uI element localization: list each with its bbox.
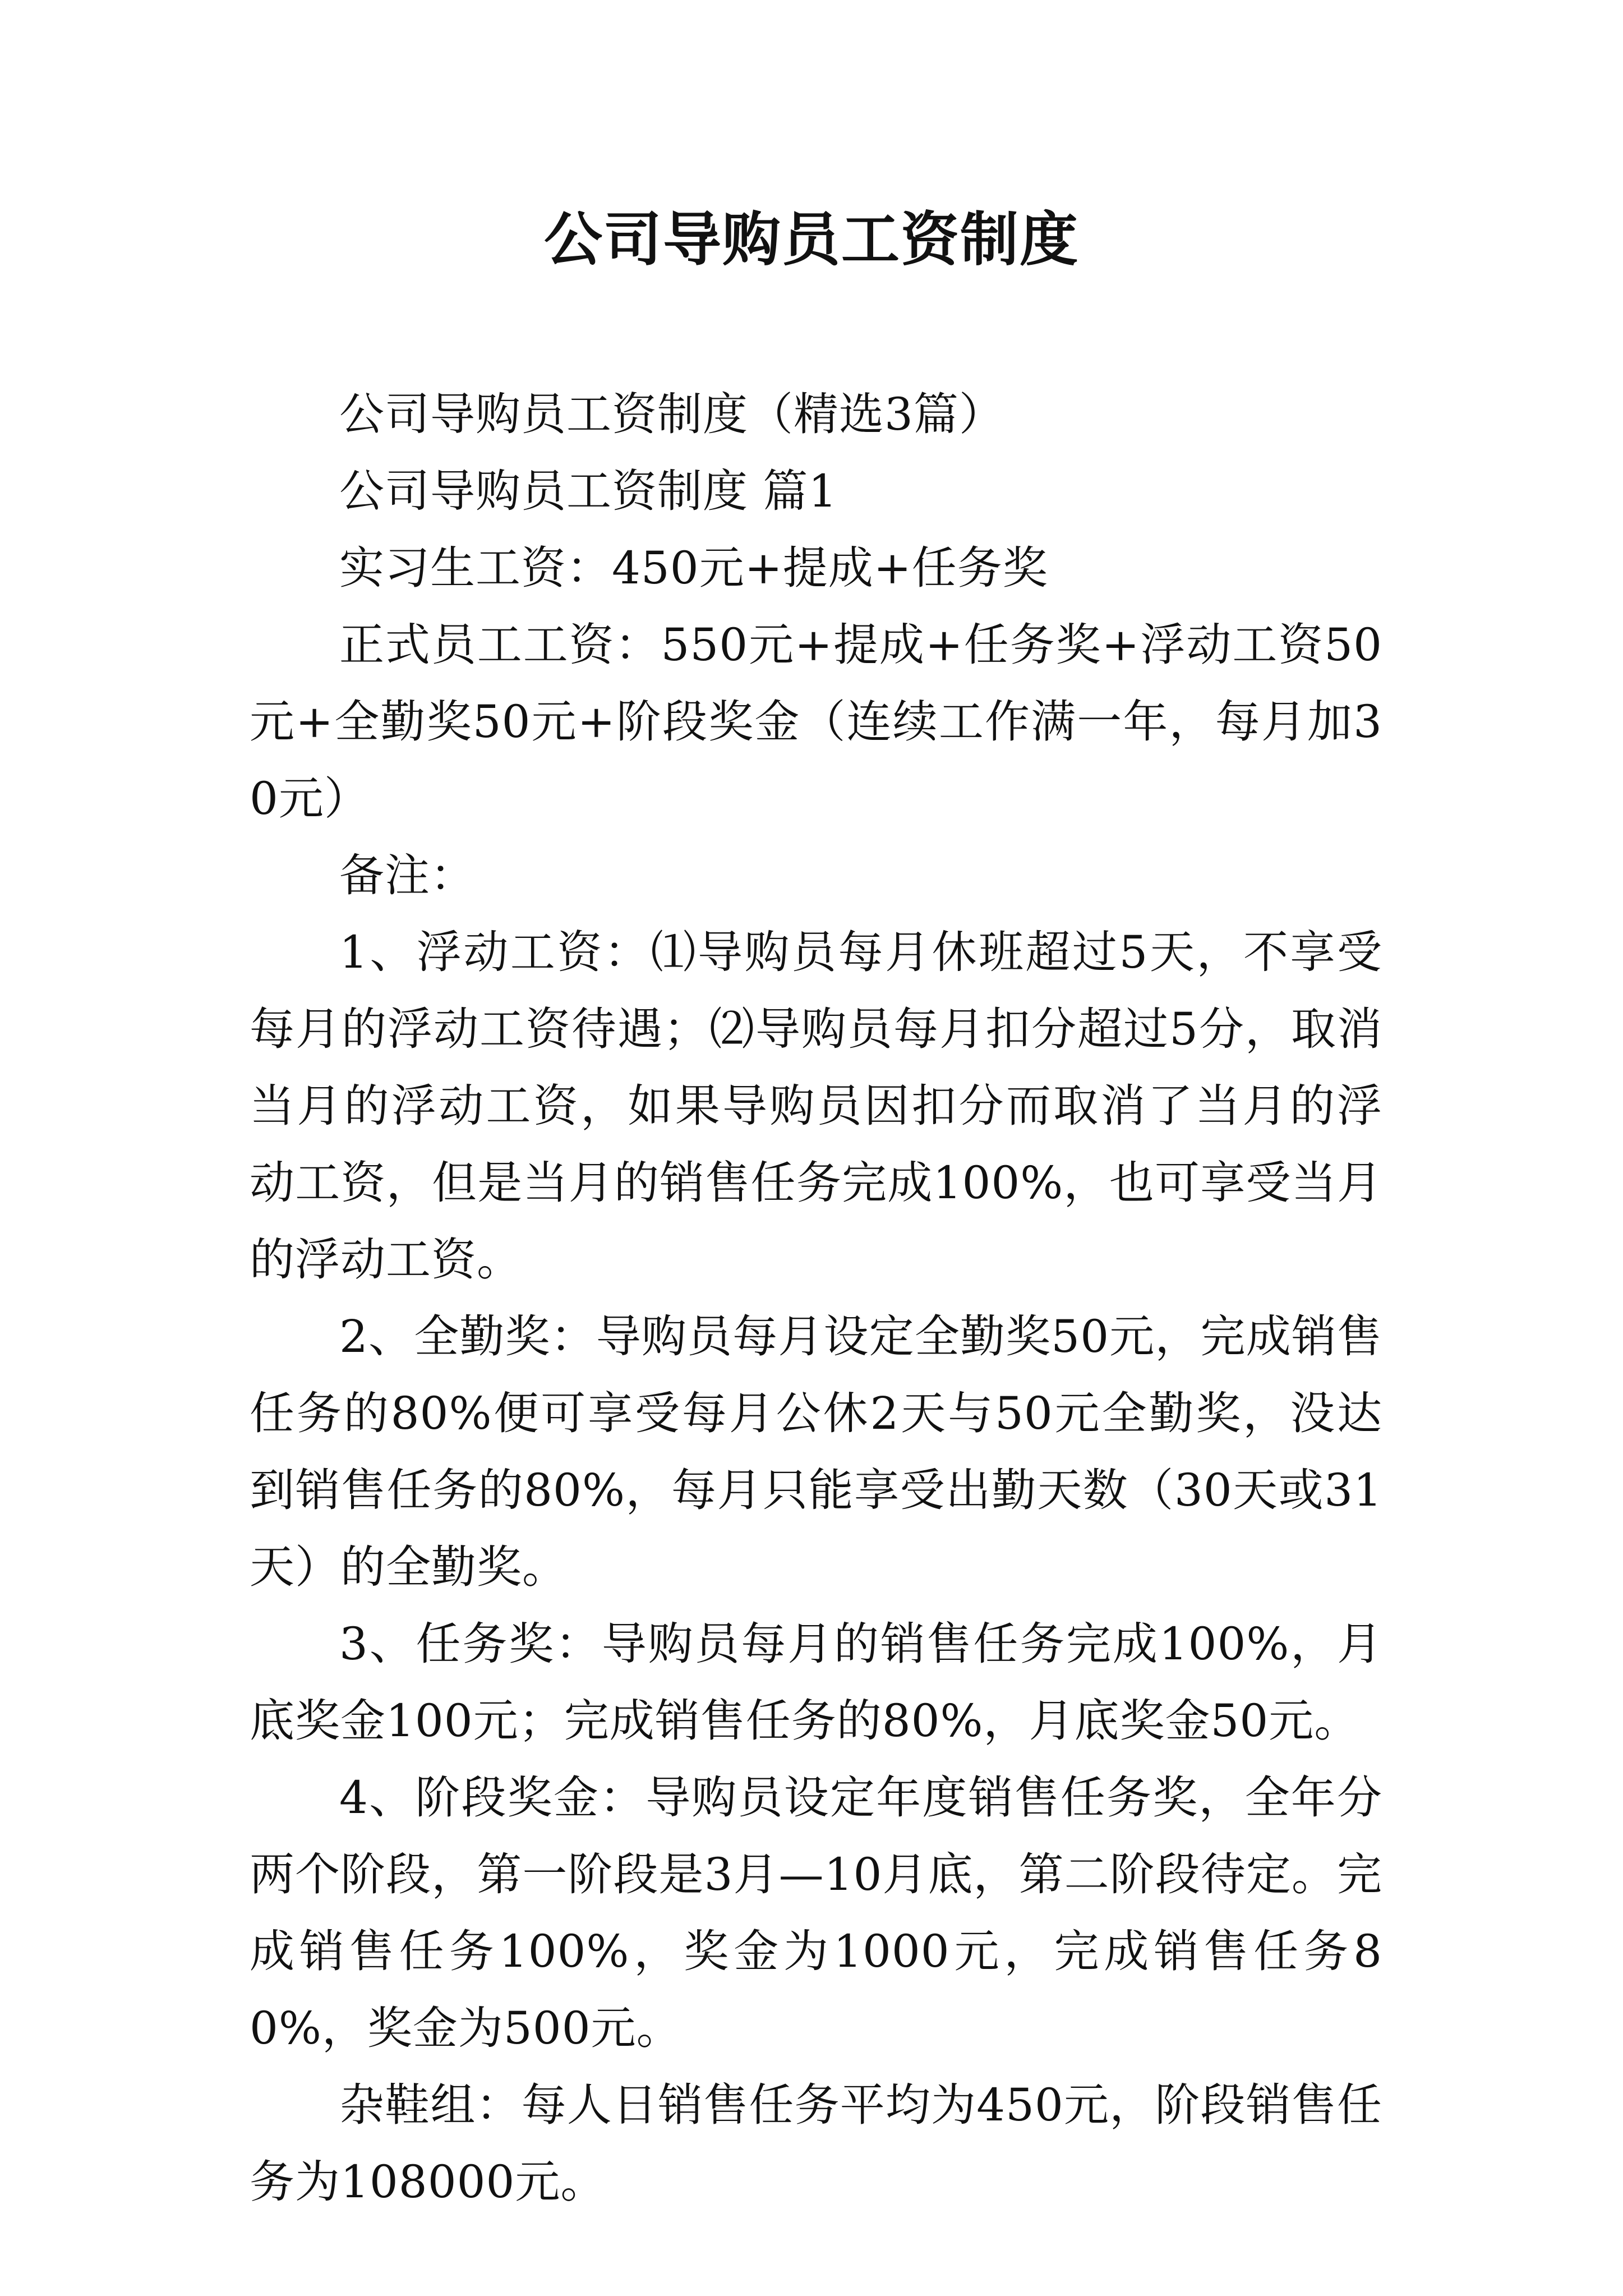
paragraph-subtitle: 公司导购员工资制度（精选3篇） [339,388,1004,440]
document-body [250,376,1382,2220]
paragraph-section-heading: 公司导购员工资制度 篇1 [339,465,838,517]
paragraph-regular-salary: 正式员工工资：550元+提成+任务奖+浮动工资50元+全勤奖50元+阶段奖金（连续工作满一年，每月加30元） [250,619,1382,825]
document-title: 公司导购员工资制度 [543,205,1079,274]
paragraph-floating-wage: 1、浮动工资：⑴导购员每月休班超过5天，不享受每月的浮动工资待遇；⑵导购员每月扣分超过5分，取消当月的浮动工资，如果导购员因扣分而取消了当月的浮动工资，但是当月的销售任务完成100%，也可享受当月的浮动工资。 [250,926,1382,1286]
paragraph-stage-bonus: 4、阶段奖金：导购员设定年度销售任务奖，全年分两个阶段，第一阶段是3月—10月底，第二阶段待定。完成销售任务100%，奖金为1000元，完成销售任务80%，奖金为500元。 [250,1772,1382,2054]
paragraph-task-bonus: 3、任务奖：导购员每月的销售任务完成100%，月底奖金100元；完成销售任务的80%，月底奖金50元。 [250,1618,1382,1747]
paragraph-shoe-group: 杂鞋组：每人日销售任务平均为450元，阶段销售任务为108000元。 [250,2079,1382,2208]
paragraph-notes-label: 备注： [339,849,476,901]
paragraph-intern-salary: 实习生工资：450元+提成+任务奖 [339,542,1048,594]
paragraph-attendance-bonus: 2、全勤奖：导购员每月设定全勤奖50元，完成销售任务的80%便可享受每月公休2天与50元全勤奖，没达到销售任务的80%，每月只能享受出勤天数（30天或31天）的全勤奖。 [250,1310,1382,1593]
